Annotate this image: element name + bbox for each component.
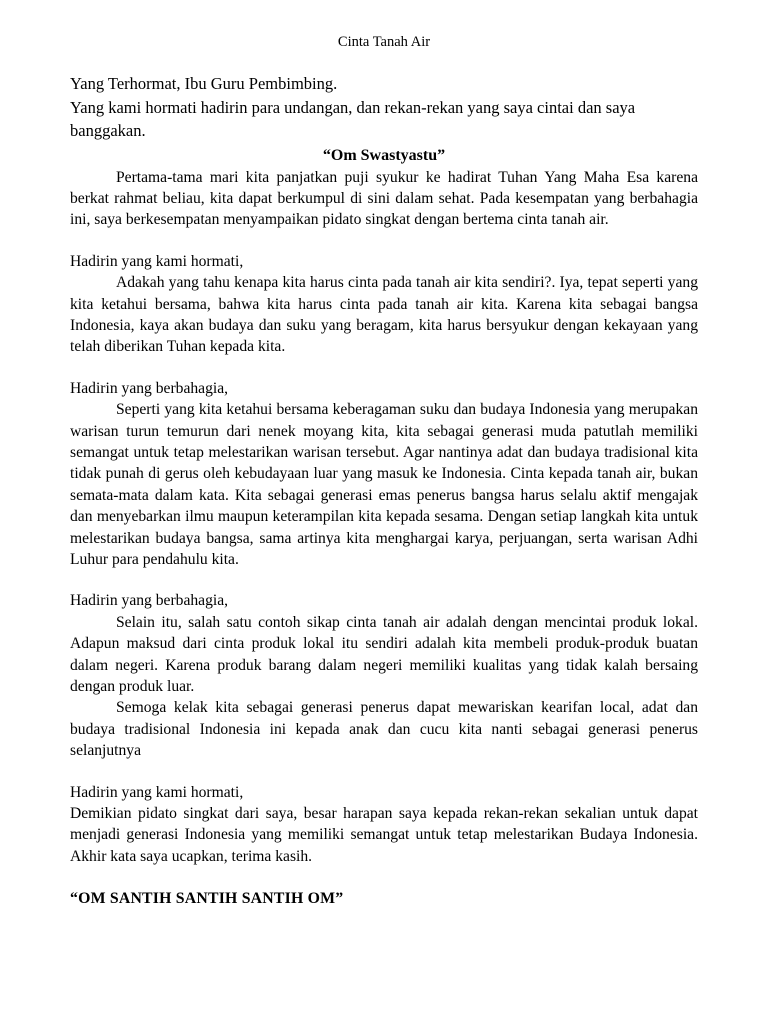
- paragraph-body-4: Semoga kelak kita sebagai generasi penerus dapat mewariskan kearifan local, adat dan budaya tradisional Indonesia ini kepada anak dan cucu kita nanti sebagai generasi penerus selanjutnya: [70, 699, 698, 760]
- page-title: Cinta Tanah Air: [337, 34, 431, 50]
- paragraph-body-2: Seperti yang kita ketahui bersama keberagaman suku dan budaya Indonesia yang merupakan warisan turun temurun dari nenek moyang kita, kita sebagai generasi muda patutlah memiliki semangat untuk tetap melestarikan warisan tersebut. Agar nantinya adat dan budaya tradisional kita tidak punah di gerus oleh kebudayaan luar yang masuk ke Indonesia. Cinta kepada tanah air, bukan semata-mata dalam kata. Kita sebagai generasi emas penerus bangsa harus selalu aktif mengajak dan menyebarkan ilmu maupun keterampilan kita kepada sesama. Dengan setiap langkah kita untuk melestarikan budaya bangsa, sama artinya kita menghargai karya, perjuangan, serta warisan Adhi Luhur para pendahulu kita.: [70, 401, 698, 568]
- paragraph-body-5: Demikian pidato singkat dari saya, besar harapan saya kepada rekan-rekan sekalian untuk dapat menjadi generasi Indonesia yang memiliki semangat untuk tetap melestarikan Budaya Indonesia. Akhir kata saya ucapkan, terima kasih.: [70, 805, 698, 865]
- document-body: [70, 32, 698, 910]
- paragraph-spacer: [70, 570, 698, 590]
- paragraph-opening: Pertama-tama mari kita panjatkan puji syukur ke hadirat Tuhan Yang Maha Esa karena berkat rahmat beliau, kita dapat berkumpul di sini dalam sehat. Pada kesempatan yang berbahagia ini, saya berkesempatan menyampaikan pidato singkat dengan bertema cinta tanah air.: [70, 168, 698, 229]
- closing-greeting: “OM SANTIH SANTIH SANTIH OM”: [70, 890, 344, 908]
- paragraph-spacer: [70, 762, 698, 782]
- paragraph-spacer: [70, 867, 698, 888]
- paragraph-spacer: [70, 231, 698, 251]
- address-line-3: Hadirin yang berbahagia,: [70, 592, 229, 610]
- address-line-2: Hadirin yang berbahagia,: [70, 379, 229, 397]
- salutation-line-1: Yang Terhormat, Ibu Guru Pembimbing.: [70, 74, 338, 93]
- salutation-line-2: Yang kami hormati hadirin para undangan, dan rekan-rekan yang saya cintai dan saya banggakan.: [70, 97, 636, 140]
- paragraph-body-3: Selain itu, salah satu contoh sikap cinta tanah air adalah dengan mencintai produk lokal. Adapun maksud dari cinta produk lokal itu sendiri adalah kita membeli produk-produk buatan dalam negeri. Karena produk barang dalam negeri memiliki kualitas yang tidak kalah bersaing dengan produk luar.: [70, 613, 698, 696]
- address-line-4: Hadirin yang kami hormati,: [70, 783, 244, 801]
- paragraph-body-1: Adakah yang tahu kenapa kita harus cinta pada tanah air kita sendiri?. Iya, tepat seperti yang kita ketahui bersama, bahwa kita harus cinta pada tanah air kita. Karena kita sebagai bangsa Indonesia, kaya akan budaya dan suku yang beragam, kita harus bersyukur dengan kekayaan yang telah diberikan Tuhan kepada kita.: [70, 274, 698, 356]
- opening-greeting: “Om Swastyastu”: [322, 146, 446, 164]
- paragraph-spacer: [70, 358, 698, 378]
- address-line-1: Hadirin yang kami hormati,: [70, 252, 244, 270]
